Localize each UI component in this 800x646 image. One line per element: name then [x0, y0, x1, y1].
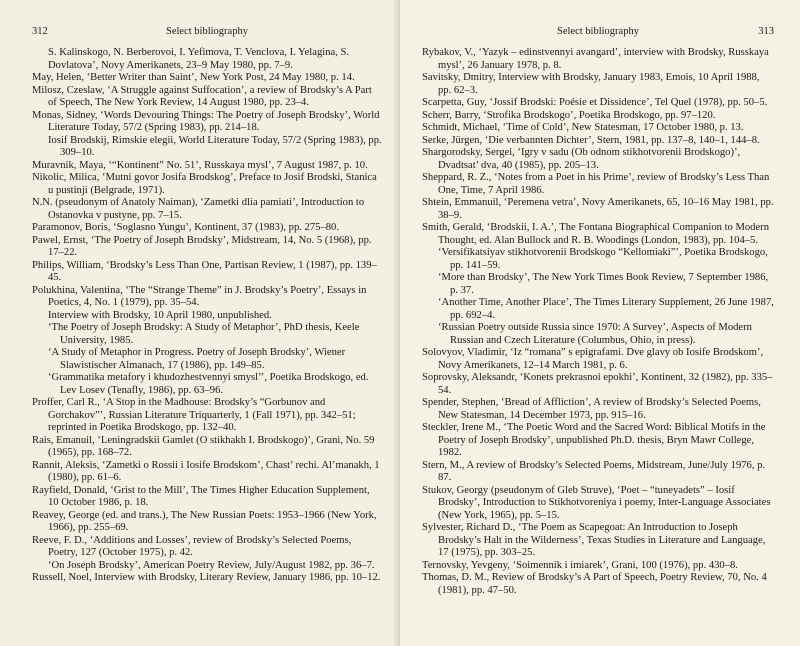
bibliography-entry: Proffer, Carl R., ‘A Stop in the Madhouse: Brodsky’s “Gorbunov and Gorchakov”’, Russian Literature Triquarterly, 1 (Fall 1971), pp. 342–51; reprinted in Poetika Brodskogo, pp. 132–40.: [32, 397, 356, 433]
bibliography-entry: Reeve, F. D., ‘Additions and Losses’, review of Brodsky’s Selected Poems, Poetry, 127 (October 1975), p. 42.: [32, 534, 352, 558]
bibliography-entry: Interview with Brodsky, 10 April 1980, unpublished.: [48, 309, 272, 321]
bibliography-entry: Rannit, Aleksis, ‘Zametki o Rossii i Iosife Brodskom’, Chast’ rechi. Al’manakh, 1 (1980), pp. 61–6.: [32, 459, 380, 483]
bibliography-entry: Rais, Emanuil, ‘Leningradskii Gamlet (O stikhakh I. Brodskogo)’, Grani, No. 59 (1965), pp. 168–72.: [32, 434, 375, 458]
bibliography-entry: Pawel, Ernst, ‘The Poetry of Joseph Brodsky’, Midstream, 14, No. 5 (1968), pp. 17–22.: [32, 234, 372, 258]
bibliography-entry: S. Kalinskogo, N. Berberovoi, I. Yefimova, T. Venclova, I. Yelagina, S. Dovlatova’, Novy Amerikanets, 23–9 May 1980, pp. 7–9.: [48, 47, 350, 71]
bibliography-entry: Milosz, Czeslaw, ‘A Struggle against Suffocation’, a review of Brodsky’s A Part of Speech, The New York Review, 14 August 1980, pp. 23–4.: [32, 84, 372, 108]
bibliography-entry: Philips, William, ‘Brodsky’s Less Than One, Partisan Review, 1 (1987), pp. 139–45.: [32, 259, 377, 283]
bibliography-entry: ‘Another Time, Another Place’, The Times Literary Supplement, 26 June 1987, pp. 692–4.: [438, 297, 774, 321]
bibliography-entry: Monas, Sidney, ‘Words Devouring Things: The Poetry of Joseph Brodsky’, World Literature Today, 57/2 (Spring 1983), pp. 214–18.: [32, 109, 380, 133]
left-running-title: Select bibliography: [166, 26, 248, 37]
bibliography-entry: ‘The Poetry of Joseph Brodsky: A Study of Metaphor’, PhD thesis, Keele University, 1985.: [48, 322, 360, 346]
bibliography-entry: Scherr, Barry, ‘Strofika Brodskogo’, Poetika Brodskogo, pp. 97–120.: [422, 109, 716, 121]
bibliography-entry: Soprovsky, Aleksandr, ‘Konets prekrasnoi epokhi’, Kontinent, 32 (1982), pp. 335–54.: [422, 372, 773, 396]
bibliography-entry: Stern, M., A review of Brodsky’s Selected Poems, Midstream, June/July 1976, p. 87.: [422, 459, 766, 483]
left-page-number: 312: [32, 26, 48, 37]
bibliography-entry: Polukhina, Valentina, ‘The “Strange Theme” in J. Brodsky’s Poetry’, Essays in Poetics, 4, No. 1 (1979), pp. 35–54.: [32, 284, 367, 308]
right-bibliography-list: [422, 47, 774, 597]
bibliography-entry: ‘More than Brodsky’, The New York Times Book Review, 7 September 1986, p. 37.: [438, 272, 769, 296]
bibliography-entry: Rybakov, V., ‘Yazyk – edinstvennyi avangard’, interview with Brodsky, Russkaya mysl’, 26 January 1978, p. 8.: [422, 47, 769, 71]
right-running-head: [422, 26, 774, 40]
bibliography-entry: Stukov, Georgy (pseudonym of Gleb Struve), ‘Poet – “tuneyadets” – Iosif Brodsky’, Introduction to Stikhotvoreniya i poemy, Inter-Language Associates (New York, 1965), pp. 5–15.: [422, 484, 771, 521]
bibliography-entry: Iosif Brodskij, Rimskie elegii, World Literature Today, 57/2 (Spring 1983), pp. 309–10.: [48, 134, 382, 158]
right-running-title: Select bibliography: [557, 26, 639, 37]
bibliography-entry: Solovyov, Vladimir, ‘Iz “romana” s epigrafami. Dve glavy ob Iosife Brodskom’, Novy Amerikanets, 12–14 March 1981, p. 6.: [422, 347, 764, 371]
right-page-number: 313: [758, 26, 774, 37]
bibliography-entry: Muravnik, Maya, ‘“Kontinent” No. 51’, Russkaya mysl’, 7 August 1987, p. 10.: [32, 159, 368, 171]
bibliography-entry: Shargorodsky, Sergei, ‘Igry v sadu (Ob odnom stikhotvorenii Brodskogo)’, Dvadtsat’ dva, 40 (1985), pp. 205–13.: [422, 147, 741, 171]
bibliography-entry: Reavey, George (ed. and trans.), The New Russian Poets: 1953–1966 (New York, 1966), pp. 255–69.: [32, 509, 377, 533]
bibliography-entry: Scarpetta, Guy, ‘Jossif Brodski: Poésie et Dissidence’, Tel Quel (1978), pp. 50–5.: [422, 97, 768, 108]
bibliography-entry: ‘A Study of Metaphor in Progress. Poetry of Joseph Brodsky’, Wiener Slawistischer Almanach, 17 (1986), pp. 149–85.: [48, 347, 346, 371]
bibliography-entry: ‘Grammatika metafory i khudozhestvennyi smysl’’, Poetika Brodskogo, ed. Lev Losev (Tenafly, 1986), pp. 63–96.: [48, 372, 369, 396]
left-running-head: [32, 26, 382, 40]
bibliography-entry: Steckler, Irene M., ‘The Poetic Word and the Sacred Word: Biblical Motifs in the Poetry of Joseph Brodsky’, unpublished Ph.D. thesis, Bryn Mawr College, 1982.: [422, 422, 766, 458]
bibliography-entry: Russell, Noel, Interview with Brodsky, Literary Review, January 1986, pp. 10–12.: [32, 572, 381, 583]
bibliography-entry: ‘On Joseph Brodsky’, American Poetry Review, July/August 1982, pp. 36–7.: [48, 559, 375, 571]
bibliography-entry: Rayfield, Donald, ‘Grist to the Mill’, The Times Higher Education Supplement, 10 October 1986, p. 18.: [32, 484, 370, 508]
bibliography-entry: N.N. (pseudonym of Anatoly Naiman), ‘Zametki dlia pamiati’, Introduction to Ostanovka v pustyne, pp. 7–15.: [32, 197, 365, 221]
bibliography-entry: Smith, Gerald, ‘Brodskii, I. A.’, The Fontana Biographical Companion to Modern Thought, ed. Alan Bullock and R. B. Woodings (London, 1983), pp. 104–5.: [422, 222, 769, 246]
bibliography-entry: ‘Russian Poetry outside Russia since 1970: A Survey’, Aspects of Modern Russian and Czech Literature (Columbus, Ohio, in press).: [438, 322, 752, 346]
bibliography-entry: May, Helen, ‘Better Writer than Saint’, New York Post, 24 May 1980, p. 14.: [32, 72, 355, 83]
bibliography-entry: Ternovsky, Yevgeny, ‘Soimennik i imiarek’, Grani, 100 (1976), pp. 430–8.: [422, 559, 738, 571]
bibliography-entry: Sheppard, R. Z., ‘Notes from a Poet in his Prime’, review of Brodsky’s Less Than One, Time, 7 April 1986.: [422, 172, 770, 196]
left-bibliography-list: [32, 47, 382, 585]
bibliography-entry: ‘Versifikatsiyav stikhotvorenii Brodskogo “Kellomiaki”’, Poetika Brodskogo, pp. 141–59.: [438, 247, 768, 271]
bibliography-entry: Serke, Jürgen, ‘Die verbannten Dichter’, Stern, 1981, pp. 137–8, 140–1, 144–8.: [422, 134, 760, 146]
bibliography-entry: Paramonov, Boris, ‘Soglasno Yungu’, Kontinent, 37 (1983), pp. 275–80.: [32, 222, 340, 233]
bibliography-entry: Sylvester, Richard D., ‘The Poem as Scapegoat: An Introduction to Joseph Brodsky’s Halt in the Wilderness’, Texas Studies in Literature and Language, 17 (1975), pp. 303–25.: [422, 522, 766, 558]
bibliography-entry: Nikolic, Milica, ‘Mutni govor Josifa Brodskog’, Preface to Josif Brodski, Stanica u pustinji (Belgrade, 1971).: [32, 172, 377, 196]
bibliography-entry: Spender, Stephen, ‘Bread of Affliction’, A review of Brodsky’s Selected Poems, New Statesman, 14 December 1973, pp. 915–16.: [422, 397, 761, 421]
right-page: [400, 0, 800, 646]
bibliography-entry: Thomas, D. M., Review of Brodsky’s A Part of Speech, Poetry Review, 70, No. 4 (1981), pp. 47–50.: [422, 572, 767, 596]
bibliography-entry: Schmidt, Michael, ‘Time of Cold’, New Statesman, 17 October 1980, p. 13.: [422, 122, 744, 133]
bibliography-entry: Shtein, Emmanuil, ‘Peremena vetra’, Novy Amerikanets, 65, 10–16 May 1981, pp. 38–9.: [422, 197, 774, 221]
bibliography-entry: Savitsky, Dmitry, Interview with Brodsky, January 1983, Emois, 10 April 1988, pp. 62–3.: [422, 72, 760, 96]
